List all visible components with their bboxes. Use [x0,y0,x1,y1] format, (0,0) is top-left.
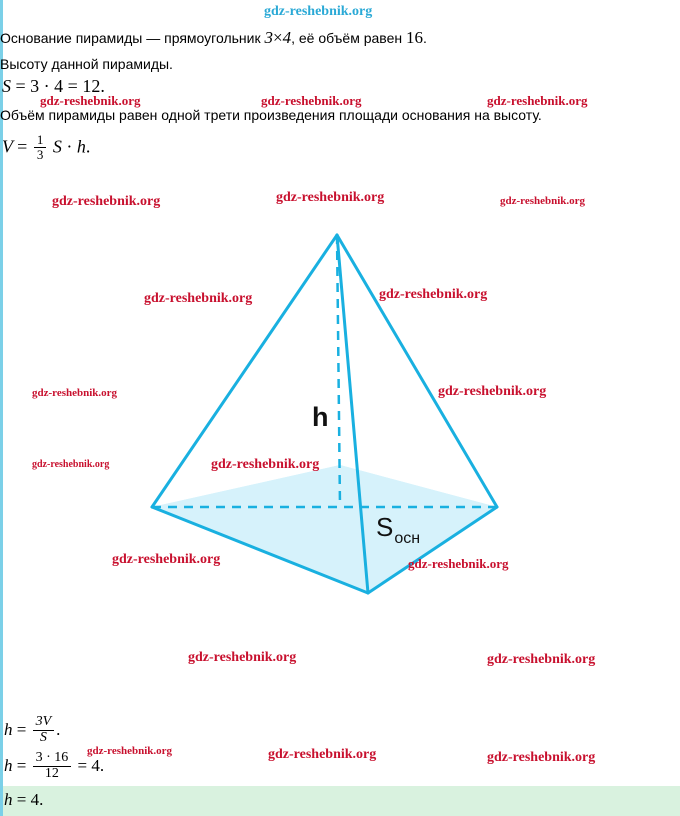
final-height-symbol: h [4,790,13,809]
watermark-16: gdz-reshebnik.org [87,745,173,757]
volume-rule-text: Объём пирамиды равен одной трети произведения площади основания на высоту. [0,107,542,123]
statement-volume: 16 [405,28,423,47]
watermark-9: gdz-reshebnik.org [438,384,547,399]
volume-period: . [85,136,91,157]
final-answer [4,790,43,810]
watermark-3: gdz-reshebnik.org [52,194,161,209]
volume-symbol: V [2,136,13,157]
area-result: 12 [82,76,101,96]
statement-dim-a: 3 [264,28,273,47]
height-symbol-2: h [4,756,13,776]
pyramid-figure [0,210,680,630]
watermark-7: gdz-reshebnik.org [379,287,488,302]
watermark-8: gdz-reshebnik.org [32,387,118,399]
area-symbol: S [2,76,11,96]
watermark-4: gdz-reshebnik.org [276,190,385,205]
statement-dim-b: 4 [282,28,292,47]
volume-height-symbol: h [76,136,86,157]
volume-equals: = [17,136,28,157]
edge-apex-left [152,235,337,507]
final-value: 4 [30,790,40,809]
fraction-numerator: 1 [36,132,44,147]
height-equals-1: = [16,720,27,740]
watermark-15: gdz-reshebnik.org [487,652,596,667]
volume-dot: · [66,136,73,157]
edge-apex-right [337,235,497,507]
question-line: Высоту данной пирамиды. [0,56,173,72]
watermark-13: gdz-reshebnik.org [408,556,509,571]
watermark-14: gdz-reshebnik.org [188,650,297,665]
area-equals-2: = [67,76,78,96]
watermark-0: gdz-reshebnik.org [40,93,141,108]
watermark-11: gdz-reshebnik.org [211,457,320,472]
one-third-fraction [34,133,47,161]
area-factor-3: 3 [30,76,40,96]
height-value-2: 4 [91,756,100,776]
watermark-2: gdz-reshebnik.org [487,93,588,108]
statement-mid: , её объём равен [291,30,406,46]
area-formula [2,76,105,97]
height-period-2: . [99,756,105,776]
watermark-1: gdz-reshebnik.org [261,93,362,108]
height-period-1: . [56,720,61,740]
watermark-10: gdz-reshebnik.org [32,459,110,470]
watermark-top: gdz-reshebnik.org [264,4,373,19]
height-fraction-den-1: S [33,730,55,746]
base-area-symbol: S [376,512,394,542]
watermark-12: gdz-reshebnik.org [112,552,221,567]
area-dot: · [43,76,50,96]
height-fraction-num-1: 3V [35,714,52,729]
statement-end: . [422,30,427,46]
statement-prefix: Основание пирамиды — прямоугольник [0,30,265,46]
watermark-6: gdz-reshebnik.org [144,291,253,306]
height-fraction-den-2: 12 [33,766,72,782]
height-substitution [4,752,104,782]
area-factor-4: 4 [54,76,64,96]
base-area-subscript: осн [394,530,421,547]
height-fraction-num-2: 3 · 16 [35,750,69,765]
height-equals-3: = [77,756,88,776]
height-fraction-2 [33,751,72,781]
volume-area-symbol: S [52,136,62,157]
area-equals-1: = [15,76,26,96]
final-equals: = [16,790,27,809]
answer-highlight-bar [3,786,680,816]
height-symbol-1: h [4,720,13,740]
fraction-denominator: 3 [34,147,47,162]
watermark-17: gdz-reshebnik.org [268,747,377,762]
pyramid-svg [0,210,680,630]
statement-times: × [272,28,283,47]
height-equals-2: = [16,756,27,776]
watermark-18: gdz-reshebnik.org [487,750,596,765]
height-fraction-1 [33,715,55,745]
base-area-label [376,512,421,547]
volume-formula [2,134,90,162]
height-formula [4,716,60,746]
area-period: . [100,76,105,96]
problem-statement-line [0,28,427,48]
height-label: h [312,402,329,432]
final-period: . [39,790,44,809]
watermark-5: gdz-reshebnik.org [500,195,586,207]
